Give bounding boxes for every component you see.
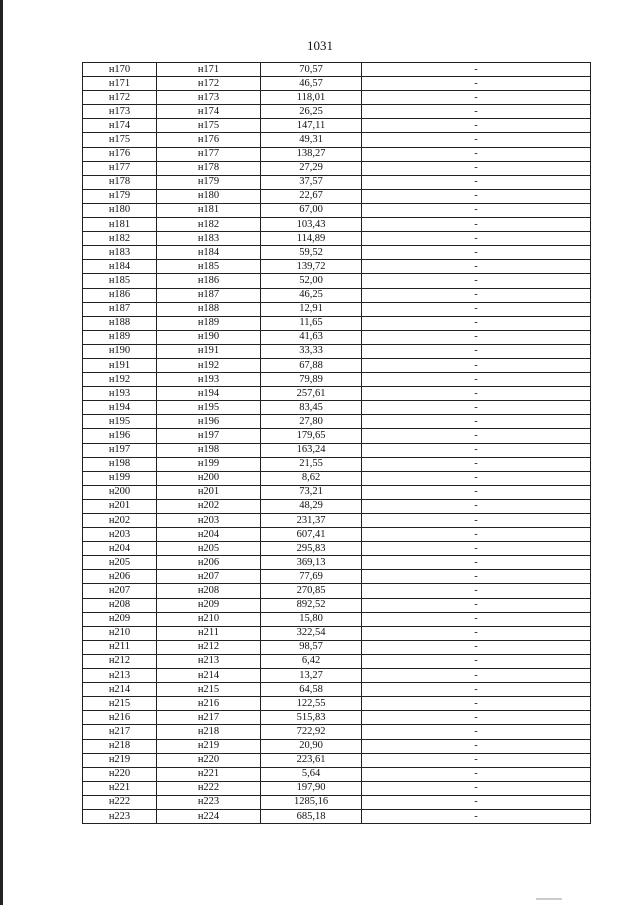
- note-cell: -: [362, 640, 591, 654]
- distance-cell: 15,80: [261, 612, 362, 626]
- table-row: [83, 373, 591, 387]
- point-from-cell: н178: [83, 175, 157, 189]
- point-to-cell: н192: [157, 358, 261, 372]
- table-row: [83, 232, 591, 246]
- table-row: [83, 330, 591, 344]
- point-to-cell: н224: [157, 809, 261, 823]
- distance-cell: 67,88: [261, 358, 362, 372]
- distance-cell: 607,41: [261, 528, 362, 542]
- table-row: [83, 133, 591, 147]
- point-from-cell: н218: [83, 739, 157, 753]
- table-row: [83, 91, 591, 105]
- table-row: [83, 471, 591, 485]
- note-cell: -: [362, 781, 591, 795]
- point-to-cell: н180: [157, 189, 261, 203]
- distance-cell: 322,54: [261, 626, 362, 640]
- point-from-cell: н195: [83, 415, 157, 429]
- distance-cell: 138,27: [261, 147, 362, 161]
- point-from-cell: н181: [83, 218, 157, 232]
- distance-cell: 114,89: [261, 232, 362, 246]
- distance-cell: 13,27: [261, 669, 362, 683]
- note-cell: -: [362, 246, 591, 260]
- note-cell: -: [362, 697, 591, 711]
- point-from-cell: н198: [83, 457, 157, 471]
- table-row: [83, 218, 591, 232]
- point-from-cell: н171: [83, 77, 157, 91]
- distance-cell: 11,65: [261, 316, 362, 330]
- point-to-cell: н221: [157, 767, 261, 781]
- distance-cell: 270,85: [261, 584, 362, 598]
- point-from-cell: н194: [83, 401, 157, 415]
- point-from-cell: н187: [83, 302, 157, 316]
- point-to-cell: н193: [157, 373, 261, 387]
- point-to-cell: н210: [157, 612, 261, 626]
- distance-cell: 48,29: [261, 499, 362, 513]
- distance-cell: 5,64: [261, 767, 362, 781]
- point-from-cell: н174: [83, 119, 157, 133]
- distance-cell: 67,00: [261, 203, 362, 217]
- distance-cell: 49,31: [261, 133, 362, 147]
- distance-cell: 46,57: [261, 77, 362, 91]
- table-row: [83, 753, 591, 767]
- point-to-cell: н207: [157, 570, 261, 584]
- distance-cell: 46,25: [261, 288, 362, 302]
- note-cell: -: [362, 330, 591, 344]
- note-cell: -: [362, 570, 591, 584]
- point-to-cell: н176: [157, 133, 261, 147]
- distance-cell: 12,91: [261, 302, 362, 316]
- note-cell: -: [362, 485, 591, 499]
- distance-cell: 118,01: [261, 91, 362, 105]
- point-from-cell: н217: [83, 725, 157, 739]
- point-from-cell: н211: [83, 640, 157, 654]
- table-row: [83, 203, 591, 217]
- point-from-cell: н213: [83, 669, 157, 683]
- table-row: [83, 711, 591, 725]
- point-from-cell: н221: [83, 781, 157, 795]
- table-row: [83, 584, 591, 598]
- boundary-segments-table: [82, 62, 591, 824]
- distance-cell: 59,52: [261, 246, 362, 260]
- table-row: [83, 499, 591, 513]
- note-cell: -: [362, 232, 591, 246]
- table-row: [83, 443, 591, 457]
- note-cell: -: [362, 77, 591, 91]
- table-row: [83, 175, 591, 189]
- point-to-cell: н188: [157, 302, 261, 316]
- table-row: [83, 542, 591, 556]
- note-cell: -: [362, 809, 591, 823]
- point-to-cell: н218: [157, 725, 261, 739]
- point-to-cell: н222: [157, 781, 261, 795]
- table-row: [83, 457, 591, 471]
- note-cell: -: [362, 499, 591, 513]
- table-row: [83, 795, 591, 809]
- distance-cell: 22,67: [261, 189, 362, 203]
- note-cell: -: [362, 189, 591, 203]
- distance-cell: 6,42: [261, 654, 362, 668]
- note-cell: -: [362, 626, 591, 640]
- note-cell: -: [362, 429, 591, 443]
- point-from-cell: н196: [83, 429, 157, 443]
- note-cell: -: [362, 767, 591, 781]
- point-from-cell: н201: [83, 499, 157, 513]
- table-row: [83, 302, 591, 316]
- table-row: [83, 598, 591, 612]
- distance-cell: 197,90: [261, 781, 362, 795]
- note-cell: -: [362, 161, 591, 175]
- footer-smudge: [536, 898, 562, 900]
- point-from-cell: н180: [83, 203, 157, 217]
- note-cell: -: [362, 387, 591, 401]
- table-row: [83, 556, 591, 570]
- note-cell: -: [362, 669, 591, 683]
- point-to-cell: н177: [157, 147, 261, 161]
- note-cell: -: [362, 401, 591, 415]
- point-from-cell: н222: [83, 795, 157, 809]
- point-from-cell: н216: [83, 711, 157, 725]
- point-to-cell: н217: [157, 711, 261, 725]
- scan-edge-shadow: [0, 0, 3, 905]
- point-to-cell: н208: [157, 584, 261, 598]
- distance-cell: 37,57: [261, 175, 362, 189]
- distance-cell: 122,55: [261, 697, 362, 711]
- distance-cell: 103,43: [261, 218, 362, 232]
- note-cell: -: [362, 598, 591, 612]
- point-to-cell: н212: [157, 640, 261, 654]
- point-to-cell: н203: [157, 514, 261, 528]
- table-row: [83, 387, 591, 401]
- distance-cell: 98,57: [261, 640, 362, 654]
- point-from-cell: н209: [83, 612, 157, 626]
- distance-cell: 70,57: [261, 63, 362, 77]
- point-to-cell: н195: [157, 401, 261, 415]
- point-from-cell: н205: [83, 556, 157, 570]
- note-cell: -: [362, 443, 591, 457]
- note-cell: -: [362, 471, 591, 485]
- point-from-cell: н193: [83, 387, 157, 401]
- point-to-cell: н186: [157, 274, 261, 288]
- distance-cell: 722,92: [261, 725, 362, 739]
- table-row: [83, 528, 591, 542]
- distance-cell: 33,33: [261, 344, 362, 358]
- table-row: [83, 514, 591, 528]
- point-to-cell: н194: [157, 387, 261, 401]
- point-to-cell: н220: [157, 753, 261, 767]
- point-to-cell: н197: [157, 429, 261, 443]
- table-row: [83, 429, 591, 443]
- table-row: [83, 161, 591, 175]
- note-cell: -: [362, 316, 591, 330]
- distance-cell: 163,24: [261, 443, 362, 457]
- note-cell: -: [362, 358, 591, 372]
- table-row: [83, 105, 591, 119]
- table-row: [83, 189, 591, 203]
- point-from-cell: н175: [83, 133, 157, 147]
- point-from-cell: н199: [83, 471, 157, 485]
- note-cell: -: [362, 147, 591, 161]
- note-cell: -: [362, 528, 591, 542]
- point-from-cell: н212: [83, 654, 157, 668]
- distance-cell: 369,13: [261, 556, 362, 570]
- note-cell: -: [362, 302, 591, 316]
- table-row: [83, 415, 591, 429]
- table-row: [83, 626, 591, 640]
- point-to-cell: н174: [157, 105, 261, 119]
- point-from-cell: н203: [83, 528, 157, 542]
- table-row: [83, 358, 591, 372]
- table-row: [83, 119, 591, 133]
- distance-cell: 685,18: [261, 809, 362, 823]
- distance-cell: 179,65: [261, 429, 362, 443]
- distance-cell: 257,61: [261, 387, 362, 401]
- point-to-cell: н183: [157, 232, 261, 246]
- table-row: [83, 77, 591, 91]
- table-body: [83, 63, 591, 824]
- distance-cell: 147,11: [261, 119, 362, 133]
- note-cell: -: [362, 91, 591, 105]
- point-to-cell: н196: [157, 415, 261, 429]
- point-from-cell: н190: [83, 344, 157, 358]
- point-to-cell: н173: [157, 91, 261, 105]
- table-row: [83, 485, 591, 499]
- point-to-cell: н187: [157, 288, 261, 302]
- distance-cell: 223,61: [261, 753, 362, 767]
- page-number: 1031: [307, 38, 333, 53]
- point-from-cell: н210: [83, 626, 157, 640]
- note-cell: -: [362, 725, 591, 739]
- table-row: [83, 725, 591, 739]
- distance-cell: 83,45: [261, 401, 362, 415]
- table-row: [83, 260, 591, 274]
- note-cell: -: [362, 344, 591, 358]
- note-cell: -: [362, 274, 591, 288]
- note-cell: -: [362, 654, 591, 668]
- note-cell: -: [362, 514, 591, 528]
- note-cell: -: [362, 683, 591, 697]
- point-to-cell: н204: [157, 528, 261, 542]
- distance-cell: 73,21: [261, 485, 362, 499]
- table-row: [83, 809, 591, 823]
- distance-cell: 20,90: [261, 739, 362, 753]
- note-cell: -: [362, 739, 591, 753]
- distance-cell: 79,89: [261, 373, 362, 387]
- point-to-cell: н219: [157, 739, 261, 753]
- note-cell: -: [362, 218, 591, 232]
- distance-cell: 8,62: [261, 471, 362, 485]
- point-to-cell: н209: [157, 598, 261, 612]
- table-row: [83, 767, 591, 781]
- note-cell: -: [362, 288, 591, 302]
- note-cell: -: [362, 133, 591, 147]
- note-cell: -: [362, 584, 591, 598]
- table-row: [83, 274, 591, 288]
- point-from-cell: н179: [83, 189, 157, 203]
- distance-cell: 295,83: [261, 542, 362, 556]
- point-to-cell: н223: [157, 795, 261, 809]
- note-cell: -: [362, 119, 591, 133]
- point-to-cell: н185: [157, 260, 261, 274]
- distance-cell: 231,37: [261, 514, 362, 528]
- table-row: [83, 683, 591, 697]
- point-from-cell: н184: [83, 260, 157, 274]
- point-to-cell: н184: [157, 246, 261, 260]
- point-from-cell: н208: [83, 598, 157, 612]
- note-cell: -: [362, 105, 591, 119]
- point-from-cell: н223: [83, 809, 157, 823]
- point-from-cell: н176: [83, 147, 157, 161]
- point-from-cell: н202: [83, 514, 157, 528]
- note-cell: -: [362, 415, 591, 429]
- point-from-cell: н186: [83, 288, 157, 302]
- point-from-cell: н206: [83, 570, 157, 584]
- point-from-cell: н170: [83, 63, 157, 77]
- distance-cell: 26,25: [261, 105, 362, 119]
- point-to-cell: н213: [157, 654, 261, 668]
- point-to-cell: н216: [157, 697, 261, 711]
- point-from-cell: н207: [83, 584, 157, 598]
- distance-cell: 27,29: [261, 161, 362, 175]
- point-from-cell: н191: [83, 358, 157, 372]
- table-row: [83, 344, 591, 358]
- table-row: [83, 640, 591, 654]
- note-cell: -: [362, 63, 591, 77]
- point-to-cell: н171: [157, 63, 261, 77]
- distance-cell: 52,00: [261, 274, 362, 288]
- note-cell: -: [362, 542, 591, 556]
- distance-cell: 77,69: [261, 570, 362, 584]
- point-from-cell: н200: [83, 485, 157, 499]
- distance-cell: 139,72: [261, 260, 362, 274]
- distance-cell: 41,63: [261, 330, 362, 344]
- point-from-cell: н172: [83, 91, 157, 105]
- point-from-cell: н177: [83, 161, 157, 175]
- note-cell: -: [362, 175, 591, 189]
- table-row: [83, 781, 591, 795]
- point-to-cell: н189: [157, 316, 261, 330]
- distance-cell: 515,83: [261, 711, 362, 725]
- distance-cell: 1285,16: [261, 795, 362, 809]
- point-to-cell: н182: [157, 218, 261, 232]
- point-from-cell: н197: [83, 443, 157, 457]
- note-cell: -: [362, 373, 591, 387]
- distance-cell: 892,52: [261, 598, 362, 612]
- note-cell: -: [362, 203, 591, 217]
- point-to-cell: н200: [157, 471, 261, 485]
- point-to-cell: н211: [157, 626, 261, 640]
- note-cell: -: [362, 457, 591, 471]
- distance-cell: 27,80: [261, 415, 362, 429]
- table-row: [83, 246, 591, 260]
- point-from-cell: н185: [83, 274, 157, 288]
- point-to-cell: н201: [157, 485, 261, 499]
- table-row: [83, 697, 591, 711]
- table-row: [83, 669, 591, 683]
- point-to-cell: н179: [157, 175, 261, 189]
- table-row: [83, 654, 591, 668]
- table-row: [83, 316, 591, 330]
- point-from-cell: н219: [83, 753, 157, 767]
- point-to-cell: н178: [157, 161, 261, 175]
- point-to-cell: н191: [157, 344, 261, 358]
- point-to-cell: н206: [157, 556, 261, 570]
- point-from-cell: н220: [83, 767, 157, 781]
- note-cell: -: [362, 795, 591, 809]
- table-row: [83, 288, 591, 302]
- point-from-cell: н192: [83, 373, 157, 387]
- table-row: [83, 147, 591, 161]
- note-cell: -: [362, 260, 591, 274]
- table-row: [83, 63, 591, 77]
- note-cell: -: [362, 612, 591, 626]
- point-to-cell: н190: [157, 330, 261, 344]
- point-to-cell: н172: [157, 77, 261, 91]
- point-to-cell: н205: [157, 542, 261, 556]
- distance-cell: 64,58: [261, 683, 362, 697]
- distance-cell: 21,55: [261, 457, 362, 471]
- point-from-cell: н215: [83, 697, 157, 711]
- point-from-cell: н214: [83, 683, 157, 697]
- point-from-cell: н189: [83, 330, 157, 344]
- point-to-cell: н175: [157, 119, 261, 133]
- note-cell: -: [362, 556, 591, 570]
- point-from-cell: н204: [83, 542, 157, 556]
- point-from-cell: н183: [83, 246, 157, 260]
- point-to-cell: н215: [157, 683, 261, 697]
- table-row: [83, 570, 591, 584]
- point-to-cell: н202: [157, 499, 261, 513]
- point-from-cell: н173: [83, 105, 157, 119]
- note-cell: -: [362, 711, 591, 725]
- table-row: [83, 401, 591, 415]
- note-cell: -: [362, 753, 591, 767]
- point-from-cell: н188: [83, 316, 157, 330]
- point-to-cell: н181: [157, 203, 261, 217]
- point-to-cell: н198: [157, 443, 261, 457]
- table-row: [83, 612, 591, 626]
- point-from-cell: н182: [83, 232, 157, 246]
- table-row: [83, 739, 591, 753]
- point-to-cell: н199: [157, 457, 261, 471]
- point-to-cell: н214: [157, 669, 261, 683]
